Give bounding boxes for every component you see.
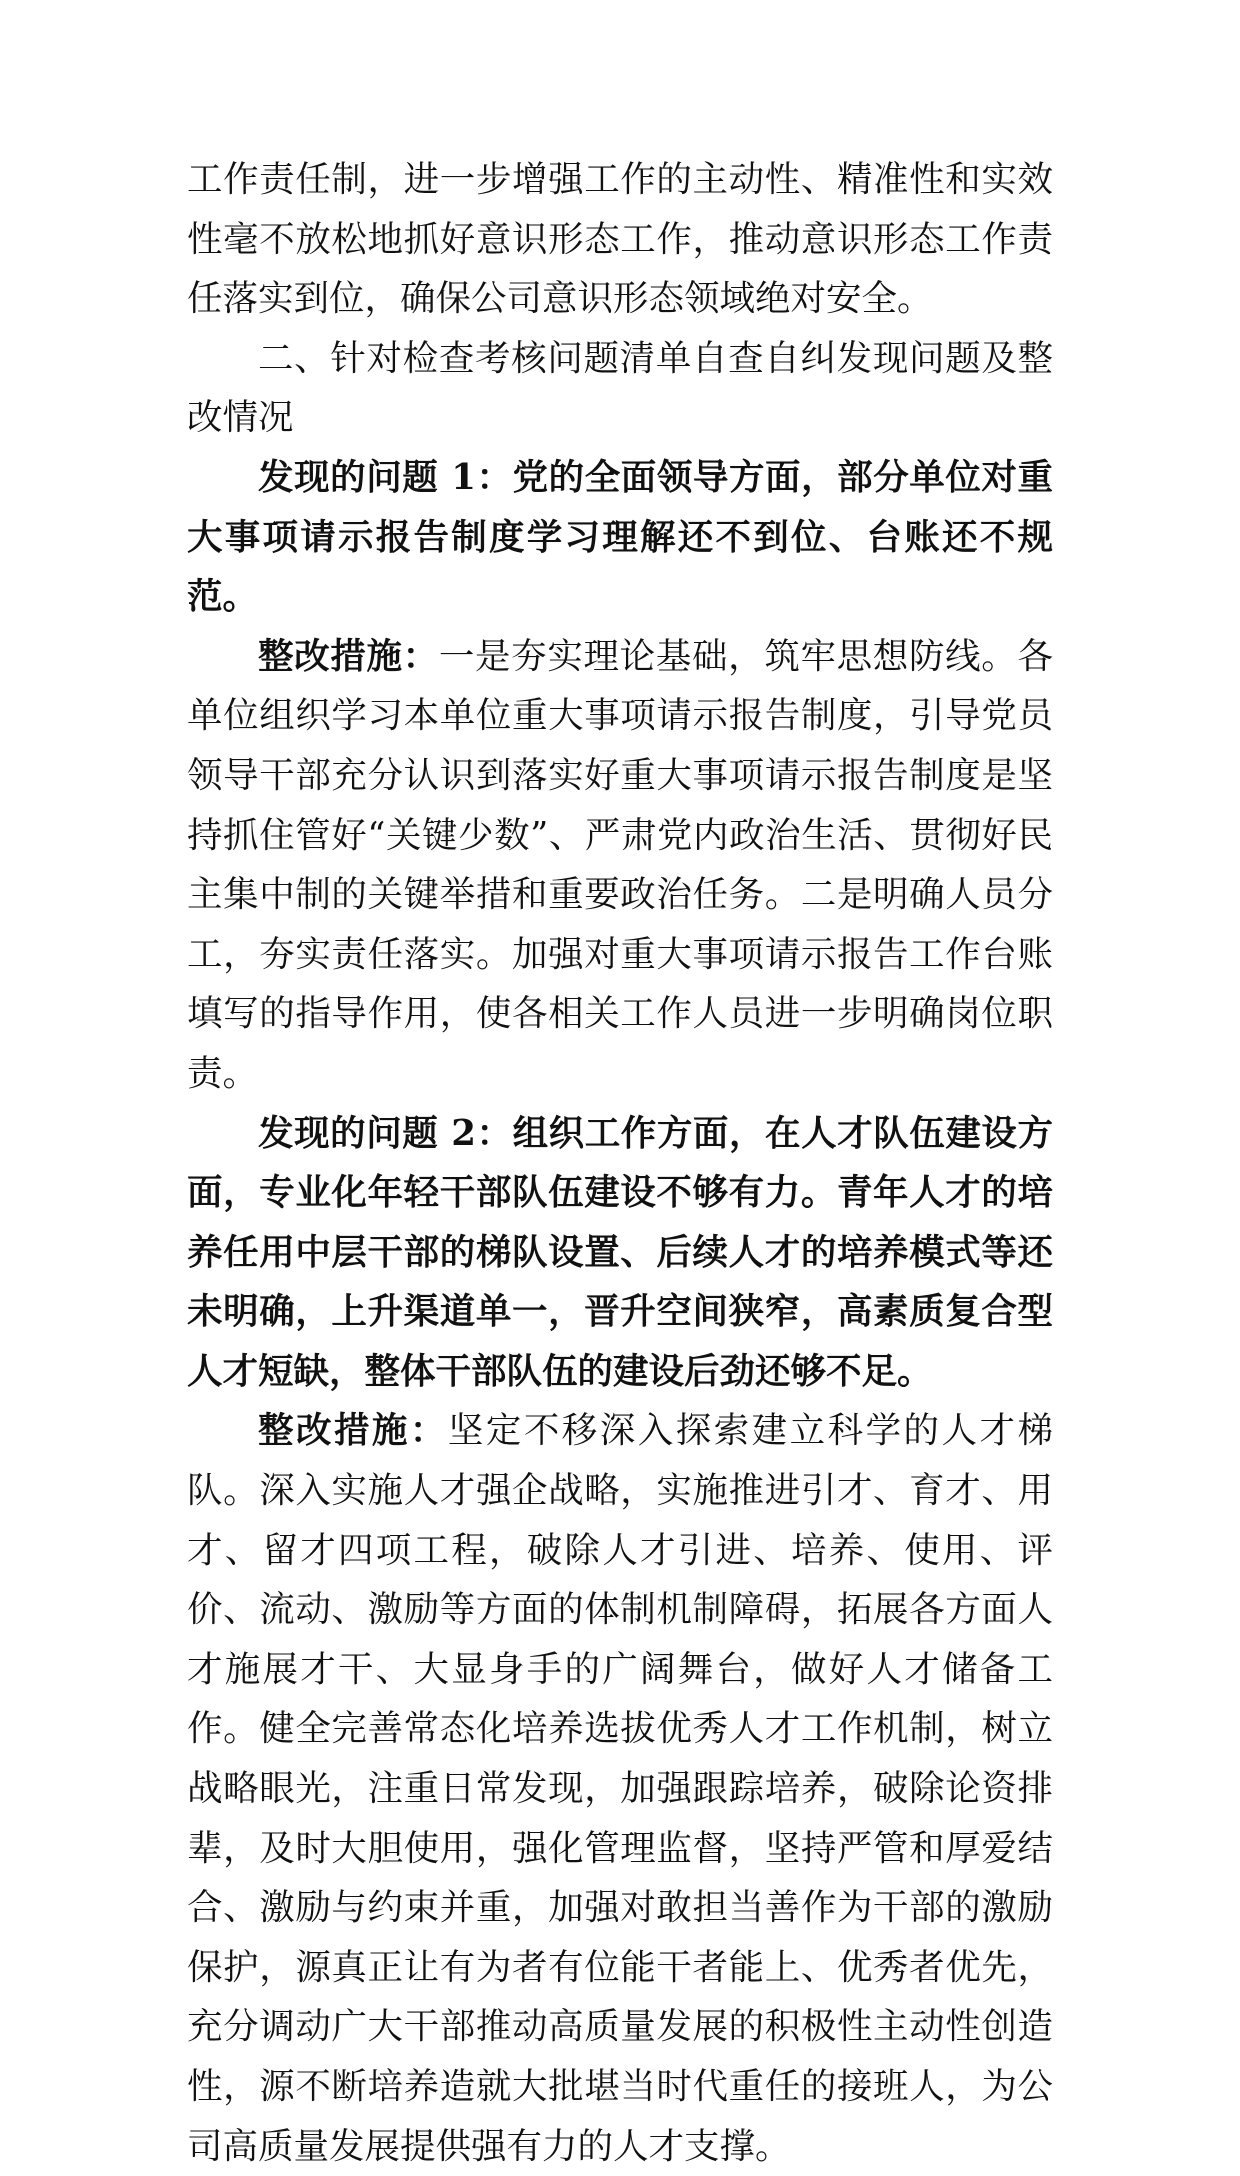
continued-paragraph: 工作责任制，进一步增强工作的主动性、精准性和实效性毫不放松地抓好意识形态工作，推动意识形态工作责任落实到位，确保公司意识形态领域绝对安全。 (187, 159, 1053, 320)
section-heading: 二、针对检查考核问题清单自查自纠发现问题及整改情况 (187, 337, 1053, 439)
issue-2-title: 发现的问题 2：组织工作方面，在人才队伍建设方面，专业化年轻干部队伍建设不够有力。青年人才的培养任用中层干部的梯队设置、后续人才的培养模式等还未明确，上升渠道单一，晋升空间狭窄，高素质复合型人才短缺，整体干部队伍的建设后劲还够不足。 (187, 1112, 1053, 1392)
measure-1-label: 整改措施： (258, 635, 439, 677)
document-body (187, 150, 1053, 2176)
measure-2-label: 整改措施： (258, 1410, 448, 1452)
issue-1-title: 发现的问题 1：党的全面领导方面，部分单位对重大事项请示报告制度学习理解还不到位、台账还不规范。 (187, 456, 1053, 618)
measure-1-text: 一是夯实理论基础，筑牢思想防线。各单位组织学习本单位重大事项请示报告制度，引导党员领导干部充分认识到落实好重大事项请示报告制度是坚持抓住管好“关键少数”、严肃党内政治生活、贯彻好民主集中制的关键举措和重要政治任务。二是明确人员分工，夯实责任落实。加强对重大事项请示报告工作台账填写的指导作用，使各相关工作人员进一步明确岗位职责。 (187, 635, 1053, 1094)
measure-2-paragraph (187, 1401, 1053, 2176)
measure-1-paragraph (187, 627, 1053, 1104)
measure-2-text: 坚定不移深入探索建立科学的人才梯队。深入实施人才强企战略，实施推进引才、育才、用才、留才四项工程，破除人才引进、培养、使用、评价、流动、激励等方面的体制机制障碍，拓展各方面人才施展才干、大显身手的广阔舞台，做好人才储备工作。健全完善常态化培养选拔优秀人才工作机制，树立战略眼光，注重日常发现，加强跟踪培养，破除论资排辈，及时大胆使用，强化管理监督，坚持严管和厚爱结合、激励与约束并重，加强对敢担当善作为干部的激励保护，源真正让有为者有位能干者能上、优秀者优先，充分调动广大干部推动高质量发展的积极性主动性创造性，源不断培养造就大批堪当时代重任的接班人，为公司高质量发展提供强有力的人才支撑。 (187, 1410, 1053, 2167)
